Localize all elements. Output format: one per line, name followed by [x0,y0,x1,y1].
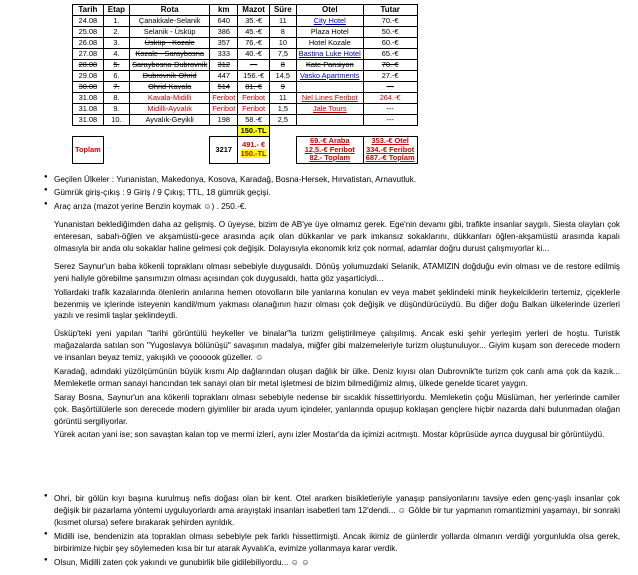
cell-tarih: 31.08 [73,93,104,104]
cell-km: 357 [210,38,238,49]
table-row [73,49,418,60]
cell-mazot: 58.-€ [238,115,270,126]
cell-tarih: 31.08 [73,115,104,126]
list-item: ● Araç arıza (mazot yerine Benzin koymak ☺) . 250.-€. [44,201,620,213]
table-row [73,60,418,71]
cell-mazot-highlight: 150.-TL [238,126,270,137]
cell-etap: 6. [103,71,129,82]
cell-otel: Kate Pansiyon [296,60,363,71]
paragraph-serez: Serez Saynur'un baba kökenli topraklanı olması sebebiyle duygusaldı. Dönüş yolumuzdaki Selanik, ATAMIZIN doğduğu evin olması ve de restore edilmiş yeni haliyle görebilme şansımızın olması açısından çok duygusaldı, hatta göz yaşarticiydi... [54,261,620,283]
total-otel-line2: 12,5.-€ Feribot [304,144,355,154]
table-row [73,93,418,104]
cell-rota: Dubrovnik-Ohrid [130,71,210,82]
cell-rota: Midilli-Ayvalık [130,104,210,115]
total-mazot-line2: 150.-TL [240,148,267,158]
table-total-row [73,137,418,164]
cell-km: 386 [210,27,238,38]
cell-rota: Selanik - Üsküp [130,27,210,38]
cell-sure: 11 [269,93,296,104]
cell-etap: 9. [103,104,129,115]
table-header [73,5,418,16]
cell-tutar: --- [363,104,417,115]
cell-km: 514 [210,82,238,93]
list-item: ● Midilli ise, bendenizin ata topraklan olması sebebiyle pek farklı hissettirmişti. Ancak ikimiz de günlerdir yollarda olmanın verdiği yorgunlukla olsa gerek, birbirimize hiçbir şey söylemeden kısa bir tur atarak Ayvalık'a, evimize yollanmaya karar verdik. [44,531,620,555]
cell-tutar: 65.-€ [363,49,417,60]
list-item: ● Geçilen Ülkeler : Yunanistan, Makedonya, Kosova, Karadağ, Bosna-Hersek, Hırvatistan, Arnavutluk. [44,174,620,186]
paragraph-mostar: Yürek acıtan yani ise; son savaştan kalan top ve mermi izleri, aynı izler Mostar'da da içimizi acıtmıştı. Mostar köprüsüde ayrıca duygusal bir görüntüydü. [54,430,605,440]
cell-sure: 7,5 [269,49,296,60]
cell-tarih: 26.08 [73,38,104,49]
cell-sure: 8 [269,27,296,38]
cell-etap: 10. [103,115,129,126]
paragraph-roadside: Yollardaki trafik kazalarında ölenlerin anılarına hemen otovolların bile yanlarına konulan ev veya mabet şeklindeki minik heykelciklerin tertemiz, çiçeklerle bezenmiş ve içlerinde isteyenin kandil/mum yakması olanağının hazır olması çok değişik ve düşündürücüydü. Bu diğer doğu Balkan ülkelerinde üzerleri yazılı ve resimli taşlar şeklindeydi. [54,287,620,321]
cell-tarih: 25.08 [73,27,104,38]
cell-tutar: 60.-€ [363,38,417,49]
cell-tarih: 27.08 [73,49,104,60]
cell-tarih: 31.08 [73,104,104,115]
cell-otel: Hotel Kozale [296,38,363,49]
paragraph-sarajevo: Saray Bosna, Saynur'un ana kökenli topraklanı olması sebebiyle nedense bir sıcaklık hissettiriyordu. Memleketin çoğu Müslüman, her yerlerinde camiler çok. Başörtülülerle son derecede modern giyimliler bir arada uyum içindeler, yanlarında opuşup koklaşan gençlere hiçbir nazarda dahi bulunmadan olağan görüntü sergiliyorlar. [54,392,620,426]
col-rota: Rota [130,5,210,16]
cell-tutar: --- [363,115,417,126]
cell-total-otel [296,137,363,164]
cell-tutar: 70.-€ [363,60,417,71]
bottom-notes-list [0,493,638,568]
cell-mazot: 40.-€ [238,49,270,60]
cell-total-label: Toplam [73,137,104,164]
table-row [73,71,418,82]
cell-etap: 3. [103,38,129,49]
cell-km: 333 [210,49,238,60]
cell-mazot: 81.-€ [238,82,270,93]
total-mazot-line1: 491.- € [242,140,266,150]
cell-mazot: --- [238,60,270,71]
paragraph-montenegro: Karadağ, adındaki yüzölçümünün büyük kısmı Alp dağlarından oluşan dağlık bir ülke. Deniz kıyısı olan Dubrovnik'te turizm çok canlı ama çok da kazık... Memleketle orman sanayi hancından tek sanayi olan bir metal işletmesi de bizim bilmediğimiz almış, ülkede genelde ticaret yaygın. [54,367,620,388]
cell-sure: 8 [269,60,296,71]
cell-km: 640 [210,16,238,27]
cell-sure: 14,5 [269,71,296,82]
spacer-2 [0,467,638,483]
cell-rota: Saraybosna-Dubrovnik [130,60,210,71]
col-tarih: Tarih [73,5,104,16]
cell-mazot: 45.-€ [238,27,270,38]
cell-otel[interactable]: Bastina Luke Hotel [296,49,363,60]
table-row [73,115,418,126]
cell-km: 447 [210,71,238,82]
table-row-extra-fuel [73,126,418,137]
cell-otel[interactable]: Vasko Apartments [296,71,363,82]
cell-mazot: 76.-€ [238,38,270,49]
cell-rota: Çanakkale-Selanik [130,16,210,27]
cell-etap: 5. [103,60,129,71]
paragraph-skopje: Üsküp'teki yeni yapılan "tarihi görüntülü heykeller ve binalar"la turizm geliştirilmeye çalışılmış. Ancak eski şehir yerleşim yerleri de hoştu. Turistik mağazalarda satılan son "Yugoslavya bölünüşü" savaşının madalya, miğfer gibi malzemeleriyle turizm oluştunuluyor... Giyim kuşam son derecede modern ve insanları beyaz temiz, yakışıklı ve çoooook güzeller. ☺ [54,329,620,363]
paragraph-greece: Yunanistan beklediğimden daha az gelişmiş. O üyeyse, bizim de AB'ye üye olmamız gerek. Ege'nin devamı gibi, trafikte insanlar saygılı. Siesta olayları çok enteresan, sabah-öğlen ve akşamüstü-gece arasında açık olan dükkanlar ve park imkansız sokaklarını, dükkanları öğlen-akşamüstü arasında kapalı olmasıyla bir anda olu sokaklar haline gelmesi çok değişik. Dolayısıyla ekonomik kriz çok normal, adamlar doğru durust çalışmıyorlar ki... [54,220,620,253]
cell-mazot: 156.-€ [238,71,270,82]
cell-tutar: --- [363,82,417,93]
cell-otel[interactable]: City Hotel [296,16,363,27]
summary-notes-list [0,174,638,214]
total-tutar-line3: 687.-€ Toplam [365,153,415,163]
cell-tarih: 30.08 [73,82,104,93]
cell-otel[interactable]: Nel Lines Feribot [296,93,363,104]
cell-etap: 8. [103,93,129,104]
cell-etap: 2. [103,27,129,38]
col-tutar: Tutar [363,5,417,16]
cell-etap: 4. [103,49,129,60]
cell-otel[interactable]: Jale Tours [296,104,363,115]
table-body [73,16,418,164]
table-header-row [73,5,418,16]
cell-mazot: Feribot [238,104,270,115]
total-tutar-line2: 334.-€ Feribot [366,144,415,154]
cell-mazot: 35.-€ [238,16,270,27]
list-item: ● Ohri, bir gölün kıyı başına kurulmuş nefis doğası olan bir kent. Otel ararken bisikletleriyle yanaşıp pansiyonlarını tavsiye eden genç-yaşlı insanlar çok değişik bir pazarlama yöntemi uyguluyorlardı ama arayıştaki insanları isabetleri tam 12'dendi... ☺ Gölde bir tur yapmanın romantizmini yaşamayı, bir sonraki (kısmet olursa) sefere bırakarak şehirden ayrıldık. [44,493,620,529]
cell-km: 198 [210,115,238,126]
cell-sure: 9 [269,82,296,93]
table-row [73,27,418,38]
cell-tutar: 27.-€ [363,71,417,82]
cell-rota: Kozale - Saraybosna [130,49,210,60]
cell-tarih: 29.08 [73,71,104,82]
cell-etap: 7. [103,82,129,93]
col-km: km [210,5,238,16]
list-item: ● Gümrük giriş-çıkış : 9 Giriş / 9 Çıkış; TTL, 18 gümrük geçişi. [44,187,620,199]
cell-sure: 11 [269,16,296,27]
cell-km: Feribot [210,93,238,104]
cell-tutar: 50.-€ [363,27,417,38]
cell-otel [296,115,363,126]
cell-total-tutar [363,137,417,164]
cell-otel: Plaza Hotel [296,27,363,38]
col-mazot: Mazot [238,5,270,16]
col-otel: Otel [296,5,363,16]
cell-tarih: 24.08 [73,16,104,27]
cell-sure: 1,5 [269,104,296,115]
cell-rota: Ayvalık-Geyikli [130,115,210,126]
trip-table [72,4,418,164]
table-row [73,38,418,49]
document-page [0,4,638,575]
cell-otel [296,82,363,93]
spacer [0,441,638,467]
total-otel-line1: 69.-€ Araba [309,136,350,145]
table-row [73,82,418,93]
cell-tutar: 70.-€ [363,16,417,27]
col-etap: Etap [103,5,129,16]
col-sure: Süre [269,5,296,16]
cell-km: Feribot [210,104,238,115]
total-tutar-line1: 353.-€ Otel [371,136,409,145]
cell-total-mazot [238,137,270,164]
list-item: ● Olsun, Midilli zaten çok yakındı ve gunubirlik bile gidilebiliyordu... ☺ ☺ [44,557,620,569]
cell-sure: 10 [269,38,296,49]
cell-rota: Ohrid-Kavala [130,82,210,93]
table-row [73,104,418,115]
cell-tutar: 264.-€ [363,93,417,104]
cell-mazot: Feribot [238,93,270,104]
cell-total-km: 3217 [210,137,238,164]
cell-rota: Üsküp - Kozale [130,38,210,49]
cell-etap: 1. [103,16,129,27]
cell-tarih: 28.08 [73,60,104,71]
cell-sure: 2,5 [269,115,296,126]
cell-rota: Kavala-Midilli [130,93,210,104]
table-row [73,16,418,27]
total-otel-line3: 82.- Toplam [309,153,351,163]
cell-km: 312 [210,60,238,71]
